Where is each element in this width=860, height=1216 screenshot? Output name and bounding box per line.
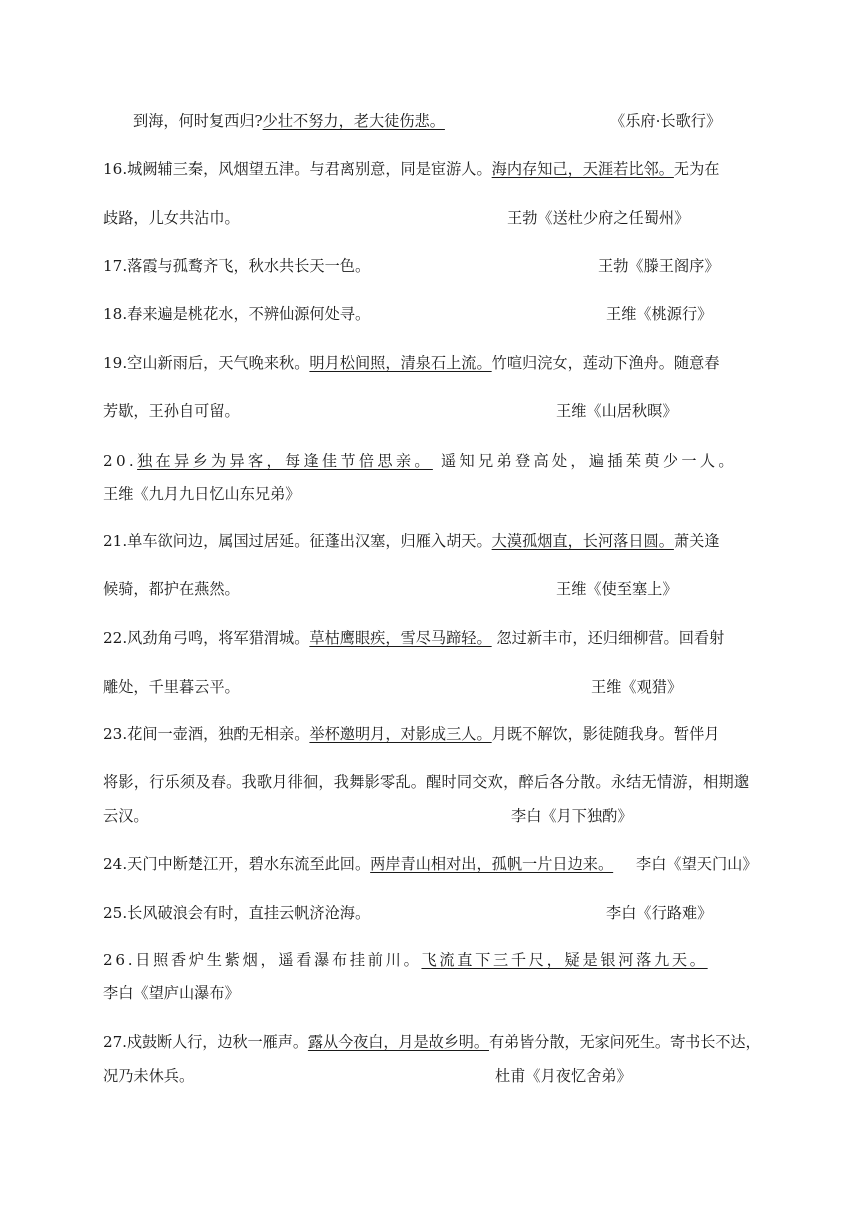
poem-text: 21.单车欲问边，属国过居延。征蓬出汉塞，归雁入胡天。 bbox=[103, 532, 492, 550]
underlined-verse: 举杯邀明月，对影成三人。 bbox=[309, 725, 492, 743]
poem-text: 无为在 bbox=[673, 160, 720, 178]
poem-23-source: 李白《月下独酌》 bbox=[511, 807, 633, 825]
poem-22-source: 王维《观猎》 bbox=[591, 678, 683, 696]
poem-27-source: 杜甫《月夜忆舍弟》 bbox=[495, 1067, 632, 1085]
poem-23-line-3: 云汉。 bbox=[103, 807, 149, 825]
underlined-verse: 独在异乡为异客，每逢佳节倍思亲。 bbox=[137, 452, 433, 470]
poem-text: 到海，何时复西归? bbox=[133, 112, 263, 130]
poem-20-line-1 bbox=[103, 451, 737, 471]
poem-15-line-1 bbox=[133, 111, 445, 131]
poem-21-line-1 bbox=[103, 531, 719, 551]
poem-text: 遥知兄弟登高处，遍插茱萸少一人。 bbox=[441, 452, 737, 470]
poem-18-source: 王维《桃源行》 bbox=[606, 305, 713, 323]
poem-17-line-1: 17.落霞与孤鹜齐飞，秋水共长天一色。 bbox=[103, 257, 371, 275]
poem-text: 月既不解饮，影徒随我身。暂伴月 bbox=[491, 725, 720, 743]
poem-text: 竹喧归浣女，莲动下渔舟。随意春 bbox=[491, 354, 720, 372]
poem-16-source: 王勃《送杜少府之任蜀州》 bbox=[507, 209, 690, 227]
underlined-verse: 草枯鹰眼疾，雪尽马蹄轻。 bbox=[309, 629, 492, 647]
poem-26-line-1 bbox=[103, 950, 708, 970]
poem-27-line-2: 况乃未休兵。 bbox=[103, 1067, 195, 1085]
underlined-verse: 少壮不努力，老大徒伤悲。 bbox=[262, 112, 445, 130]
poem-text: 24.天门中断楚江开，碧水东流至此回。 bbox=[103, 855, 371, 873]
poem-24-line-1 bbox=[103, 854, 613, 874]
poem-text: 27.戍鼓断人行，边秋一雁声。 bbox=[103, 1033, 308, 1051]
poem-23-line-1 bbox=[103, 724, 719, 744]
poem-22-line-1 bbox=[103, 628, 724, 648]
poem-19-line-2: 芳歇，王孙自可留。 bbox=[103, 402, 240, 420]
poem-text: 忽过新丰市，还归细柳营。回看射 bbox=[491, 629, 725, 647]
poem-27-line-1 bbox=[103, 1032, 761, 1052]
poem-25-source: 李白《行路难》 bbox=[606, 904, 713, 922]
poem-16-line-1 bbox=[103, 159, 719, 179]
poem-23-line-2: 将影，行乐须及春。我歌月徘徊，我舞影零乱。醒时同交欢，醉后各分散。永结无情游，相期邈 bbox=[103, 773, 750, 791]
poem-text: 20. bbox=[103, 452, 138, 470]
poem-15-source: 《乐府·长歌行》 bbox=[610, 112, 722, 130]
underlined-verse: 露从今夜白，月是故乡明。 bbox=[307, 1033, 489, 1051]
poem-text: 有弟皆分散，无家问死生。寄书长不达， bbox=[488, 1033, 761, 1051]
poem-17-source: 王勃《滕王阁序》 bbox=[598, 257, 720, 275]
poem-20-source: 王维《九月九日忆山东兄弟》 bbox=[103, 485, 301, 503]
poem-text: 16.城阙辅三秦，风烟望五津。与君离别意，同是宦游人。 bbox=[103, 160, 492, 178]
underlined-verse: 明月松间照，清泉石上流。 bbox=[309, 354, 492, 372]
poem-text: 23.花间一壶酒，独酌无相亲。 bbox=[103, 725, 310, 743]
poem-19-line-1 bbox=[103, 353, 719, 373]
poem-text: 19.空山新雨后，天气晚来秋。 bbox=[103, 354, 310, 372]
poem-24-source: 李白《望天门山》 bbox=[636, 855, 758, 873]
poem-21-line-2: 候骑，都护在燕然。 bbox=[103, 580, 240, 598]
underlined-verse: 大漠孤烟直，长河落日圆。 bbox=[491, 532, 674, 550]
poem-text: 26.日照香炉生紫烟，遥看瀑布挂前川。 bbox=[103, 951, 422, 969]
poem-18-line-1: 18.春来遍是桃花水，不辨仙源何处寻。 bbox=[103, 305, 371, 323]
poem-text: 22.风劲角弓鸣，将军猎渭城。 bbox=[103, 629, 310, 647]
poem-16-line-2: 歧路，儿女共沾巾。 bbox=[103, 209, 240, 227]
poem-text: 萧关逢 bbox=[673, 532, 720, 550]
poem-25-line-1: 25.长风破浪会有时，直挂云帆济沧海。 bbox=[103, 904, 371, 922]
poem-26-source: 李白《望庐山瀑布》 bbox=[103, 984, 240, 1002]
poem-21-source: 王维《使至塞上》 bbox=[556, 580, 678, 598]
underlined-verse: 两岸青山相对出，孤帆一片日边来。 bbox=[370, 855, 614, 873]
underlined-verse: 飞流直下三千尺，疑是银河落九天。 bbox=[421, 951, 708, 969]
poem-22-line-2: 雕处，千里暮云平。 bbox=[103, 678, 240, 696]
underlined-verse: 海内存知己，天涯若比邻。 bbox=[491, 160, 674, 178]
poem-19-source: 王维《山居秋暝》 bbox=[556, 402, 678, 420]
